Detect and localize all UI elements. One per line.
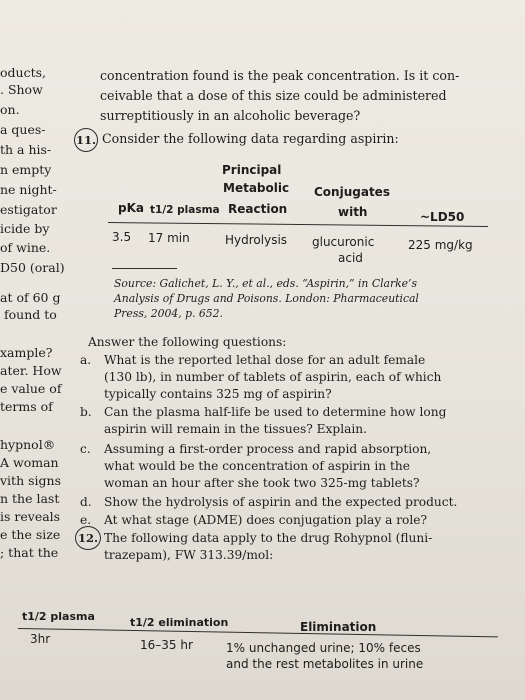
cell-conjugate: glucuronic: [312, 235, 375, 249]
header-reaction: Reaction: [228, 202, 288, 216]
margin-line: found to: [4, 307, 57, 322]
question-d-line: Show the hydrolysis of aspirin and the expected product.: [104, 495, 458, 509]
margin-line: is reveals: [0, 509, 61, 524]
source-line: Press, 2004, p. 652.: [114, 307, 223, 320]
header-t-elimination: t1/2 elimination: [130, 616, 229, 629]
header-ld50: ~LD50: [420, 210, 465, 224]
cell-elimination-cont: and the rest metabolites in urine: [226, 657, 424, 671]
header-elimination: Elimination: [300, 620, 377, 634]
header-t-plasma: t1/2 plasma: [22, 610, 95, 623]
problem-12-line: trazepam), FW 313.39/mol:: [104, 548, 274, 562]
margin-line: n empty: [0, 162, 52, 177]
margin-line: e the size: [0, 527, 61, 542]
cell-t-elimination: 16–35 hr: [140, 638, 193, 652]
margin-line: on.: [0, 102, 20, 117]
margin-line: hypnol®: [0, 437, 56, 452]
answer-intro: Answer the following questions:: [88, 335, 287, 349]
paragraph-line: ceivable that a dose of this size could be administered: [100, 88, 447, 103]
paragraph-line: concentration found is the peak concentration. Is it con-: [100, 68, 460, 83]
cell-t-half: 17 min: [148, 231, 190, 245]
margin-line: at of 60 g: [0, 290, 61, 305]
question-a-line: (130 lb), in number of tablets of aspirin, each of which: [104, 370, 442, 384]
header-metabolic: Metabolic: [223, 181, 290, 195]
question-letter: d.: [80, 495, 92, 509]
problem-number-12: 12.: [75, 526, 101, 550]
cell-reaction: Hydrolysis: [225, 233, 288, 247]
margin-line: xample?: [0, 345, 53, 360]
cell-pka: 3.5: [112, 230, 132, 244]
margin-line: estigator: [0, 202, 57, 217]
question-letter: e.: [80, 513, 92, 527]
margin-line: of wine.: [0, 240, 51, 255]
question-a-line: typically contains 325 mg of aspirin?: [104, 387, 332, 401]
cell-conjugate-cont: acid: [338, 251, 363, 265]
margin-line: terms of: [0, 399, 53, 414]
header-pka: pKa: [118, 201, 144, 215]
question-letter: c.: [80, 442, 91, 456]
header-principal: Principal: [222, 163, 282, 177]
margin-line: D50 (oral): [0, 260, 65, 275]
question-b-line: aspirin will remain in the tissues? Explain.: [104, 422, 367, 436]
margin-line: n the last: [0, 491, 60, 506]
margin-line: ater. How: [0, 363, 62, 378]
header-t-half: t1/2 plasma: [150, 204, 220, 216]
problem-12-line: The following data apply to the drug Rohypnol (fluni-: [104, 531, 433, 545]
table-rule: [18, 628, 498, 637]
question-c-line: Assuming a first-order process and rapid absorption,: [104, 442, 432, 456]
problem-number-11: 11.: [74, 128, 98, 152]
margin-line: . Show: [0, 82, 43, 97]
margin-line: ; that the: [0, 545, 59, 560]
margin-line: e value of: [0, 381, 62, 396]
margin-line: vith signs: [0, 473, 61, 488]
question-c-line: woman an hour after she took two 325-mg tablets?: [104, 476, 420, 490]
cell-t-plasma: 3hr: [30, 632, 51, 646]
question-letter: a.: [80, 353, 92, 367]
source-line: Source: Galichet, L. Y., et al., eds. “Aspirin,” in Clarke’s: [114, 277, 418, 290]
question-c-line: what would be the concentration of aspirin in the: [104, 459, 410, 473]
margin-line: A woman: [0, 455, 59, 470]
margin-line: icide by: [0, 221, 50, 236]
cell-ld50: 225 mg/kg: [408, 238, 473, 252]
cell-elimination: 1% unchanged urine; 10% feces: [226, 641, 421, 655]
margin-line: oducts,: [0, 65, 46, 80]
question-b-line: Can the plasma half-life be used to determine how long: [104, 405, 447, 419]
source-rule: [112, 268, 177, 269]
source-line: Analysis of Drugs and Poisons. London: Pharmaceutical: [114, 292, 419, 305]
question-a-line: What is the reported lethal dose for an adult female: [104, 353, 426, 367]
problem-11-text: Consider the following data regarding aspirin:: [102, 131, 399, 146]
question-letter: b.: [80, 405, 92, 419]
margin-line: ne night-: [0, 182, 57, 197]
margin-line: a ques-: [0, 122, 46, 137]
margin-line: th a his-: [0, 142, 52, 157]
header-with: with: [338, 205, 368, 219]
question-e-line: At what stage (ADME) does conjugation play a role?: [104, 513, 428, 527]
paragraph-line: surreptitiously in an alcoholic beverage?: [100, 108, 361, 123]
header-conjugates: Conjugates: [314, 185, 390, 199]
